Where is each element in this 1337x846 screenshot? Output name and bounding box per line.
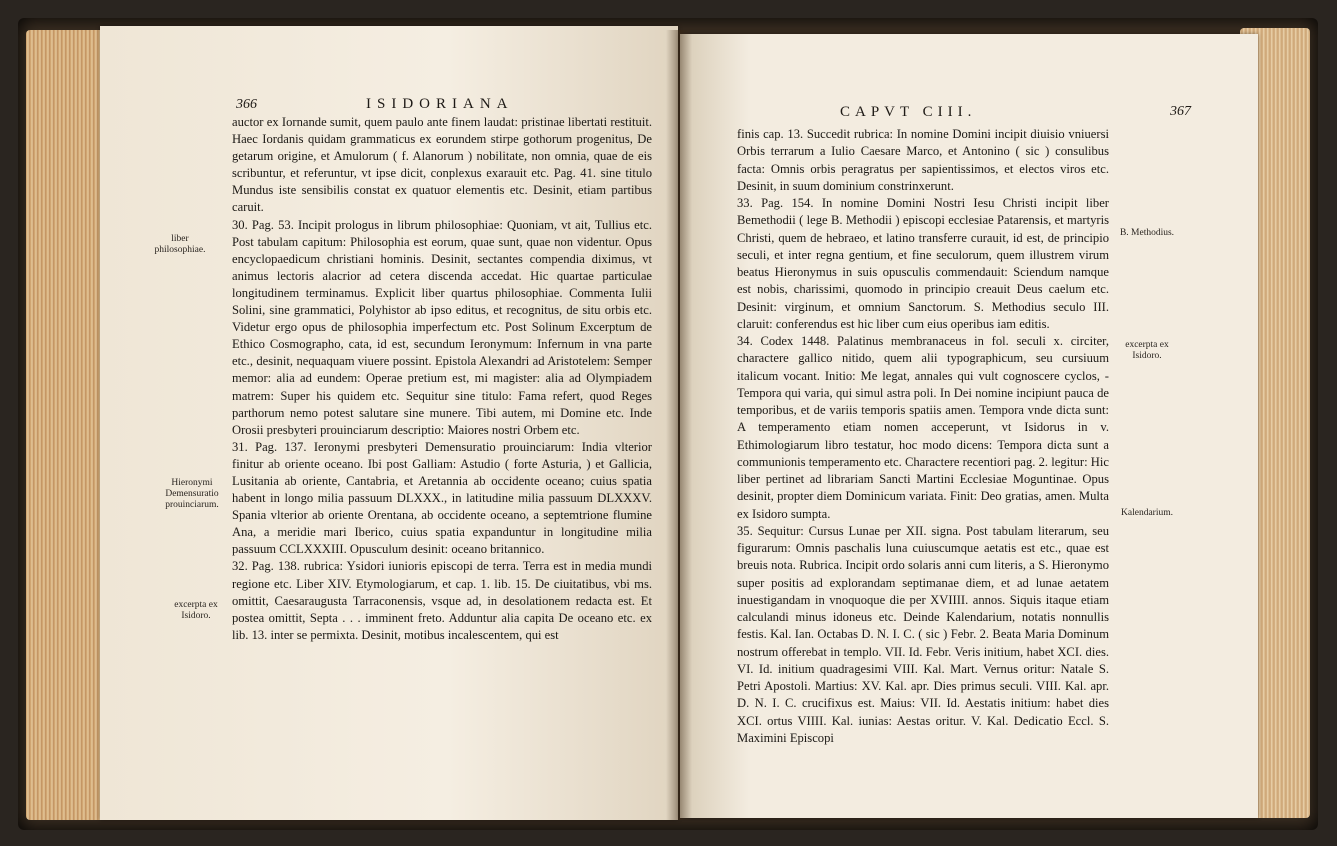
margin-note: Hieronymi Demensuratio prouinciarum. [165, 478, 219, 510]
left-page-text [232, 114, 652, 644]
margin-note: excerpta ex Isidoro. [174, 600, 218, 621]
right-paragraph: 34. Codex 1448. Palatinus membranaceus in fol. seculi x. circiter, charactere gallico nitido, quem alii typographicum, seu cursiuum italicum vocant. Initio: Me legat, annales qui vult cognoscere cyclos, - Tempora qui varia, qui simul astra poli. In Dei nomine incipiunt pauca de temporibus, et de variis temporis spatiis amen. Tempora vnde dicta sunt: A temperamento etiam nomen acceperunt, vt Isidorus in v. Ethimologiarum libro testatur, hoc modo dicens: Tempora dicta sunt a communionis temperamento etc. Charactere recentiori pag. 2. legitur: Hic liber pertinet ad librariam Sancti Martini Ecclesiae Moguntinae. Opus desinit, propter diem Dominicum variata. Finit: Deo gratias, amen. Multa ex Isidoro sumpta. [737, 334, 1109, 521]
left-running-head [236, 96, 656, 113]
left-paragraph: 31. Pag. 137. Ieronymi presbyteri Demensuratio prouinciarum: India vlterior finitur ab oriente oceano. Ibi post Galliam: Astudio ( forte Asturia, ) et Gallicia, Lusitania ab oriente, Cantabria, et Aretannia ab occidente oceano; cuius spatia habent in longo milia passuum DLXXX., in latitudine milia passuum DLXXXV. Spania vlterior ab oriente Orentana, ab occidente oceano, a septemtrione flumine Ana, a meridie mari Iberico, cuius spatia expanduntur in longitudine milia passuum CCLXXXIII. Opusculum desinit: oceano britannico. [232, 439, 652, 557]
left-paragraph: auctor ex Iornande sumit, quem paulo ante finem laudat: pristinae libertati restituit. Haec Iordanis quidam grammaticus ex eorundem stirpe gothorum progenitus, De getarum origine, et Amulorum ( f. Alanorum ) nobilitate, non omnia, quae de eis scribuntur, et referuntur, vt ipse dicit, conplexus exarauit etc. Pag. 41. sine titulo Mundus iste sensibilis constat ex quatuor elementis etc. Desinit, etiam partibus caruit. [232, 115, 652, 215]
right-page-number: 367 [1170, 104, 1191, 119]
margin-note: Kalendarium. [1121, 508, 1173, 518]
margin-note: B. Methodius. [1119, 228, 1175, 238]
right-running-head [840, 104, 1200, 121]
right-paragraph: 33. Pag. 154. In nomine Domini Nostri Iesu Christi incipit liber Bemethodii ( lege B. Methodii ) episcopi ecclesiae Patarensis, et martyris Christi, quem de hebraeo, et latino transferre curauit, id est, de principio seculi, et inter regna gentium, et fine seculorum, quem illustrem virum beatus Hieronymus in suis opusculis commendauit: Sciendum namque est nobis, charissimi, quomodo in principio creauit Deus caelum etc. Desinit: virginum, et omnium Sanctorum. S. Methodius seculo III. claruit: conferendus est hic liber cum eius operibus iam editis. [737, 196, 1109, 331]
right-paragraph: finis cap. 13. Succedit rubrica: In nomine Domini incipit diuisio vniuersi Orbis terrarum a Iulio Caesare Marco, et Antonino ( sic ) consulibus facta: Omnis orbis peragratus per sapientissimos, et electos viros etc. Desinit, in suum dominium constrinxerunt. [737, 127, 1109, 193]
left-paragraph: 30. Pag. 53. Incipit prologus in librum philosophiae: Quoniam, vt ait, Tullius etc. Post tabulam capitum: Philosophia est eorum, quae sunt, quae non videntur. Opus encyclopaedicum christiani hominis. Desinit, sectantes compendia diximus, vt animus lectoris alacrior ad cetera discenda accedat. Hic quartae particulae longitudinem terminamus. Explicit liber quartus philosophiae. Commenta Iulii Solini, sine grammatici, Polyhistor ab ipso editus, et recognitus, de situ orbis etc. Videtur ergo opus de philosophia imperfectum etc. Post Solinum Excerptum de Ethico Cosmographo, cata, id est, secundum Ieronymum: Infernum in vna parte etc., desinit, nequaquam viuere possint. Epistola Alexandri ad Aristotelem: Semper memor: alia ad eundem: Operae pretium est, mi magister: alia ad Olympiadem matrem: Super his quidem etc. Sequitur sine titulo: Fama refert, quod Reges parthorum nemo potest salutare sine munere. Tibi autem, mi Domine etc. Inde Orosii presbyteri prouinciarum descriptio: Maiores nostri Orbem etc. [232, 217, 652, 437]
margin-note: liber philosophiae. [154, 234, 206, 255]
left-page-number: 366 [236, 97, 257, 112]
margin-note: excerpta ex Isidoro. [1125, 340, 1169, 361]
book-gutter [666, 30, 692, 820]
left-running-title: ISIDORIANA [366, 96, 514, 112]
right-running-title: CAPVT CIII. [840, 104, 977, 120]
left-paragraph: 32. Pag. 138. rubrica: Ysidori iunioris episcopi de terra. Terra est in media mundi regione etc. Liber XIV. Etymologiarum, et cap. 1. lib. 15. De ciuitatibus, vbi ms. omittit, Caesaraugusta Tarraconensis, vsque ad, in desolationem redacta est. Et postea omittit, Septa . . . imminent freto. Adduntur alia capita De oceano etc. ex lib. 13. inter se permixta. Desinit, motibus incalescentem, qui est [232, 559, 652, 642]
right-page-text [737, 126, 1109, 747]
right-paragraph: 35. Sequitur: Cursus Lunae per XII. signa. Post tabulam literarum, seu figurarum: Omnis paschalis luna cuiuscumque aetatis est etc., quae est breuis nota. Rubrica. Incipit ordo solaris anni cum literis, a S. Hieronymo super positis ad explorandam septimanae diem, et ad lunae aetatem inuestigandam in vnoquoque die per XVIIII. annos. Siquis itaque etiam calculandi minus idoneus etc. Deinde Kalendarium, notatis nonnullis festis. Kal. Ian. Octabas D. N. I. C. ( sic ) Febr. 2. Beata Maria Dominum nostrum offerebat in templo. VII. Id. Febr. Veris initium, habet XCI. dies. VI. Id. initium quadragesimi VIII. Kal. Mart. Vernus oritur: Natale S. Petri Apostoli. Martius: XV. Kal. apr. Dies primus seculi. VIII. Kal. apr. D. N. I. C. crucifixus est. Maius: VII. Id. Aestatis initium: habet dies XCI. ortus VIIII. Kal. iunias: Aestas oritur. V. Kal. Dedicatio Eccl. S. Maximini Episcopi [737, 523, 1109, 745]
